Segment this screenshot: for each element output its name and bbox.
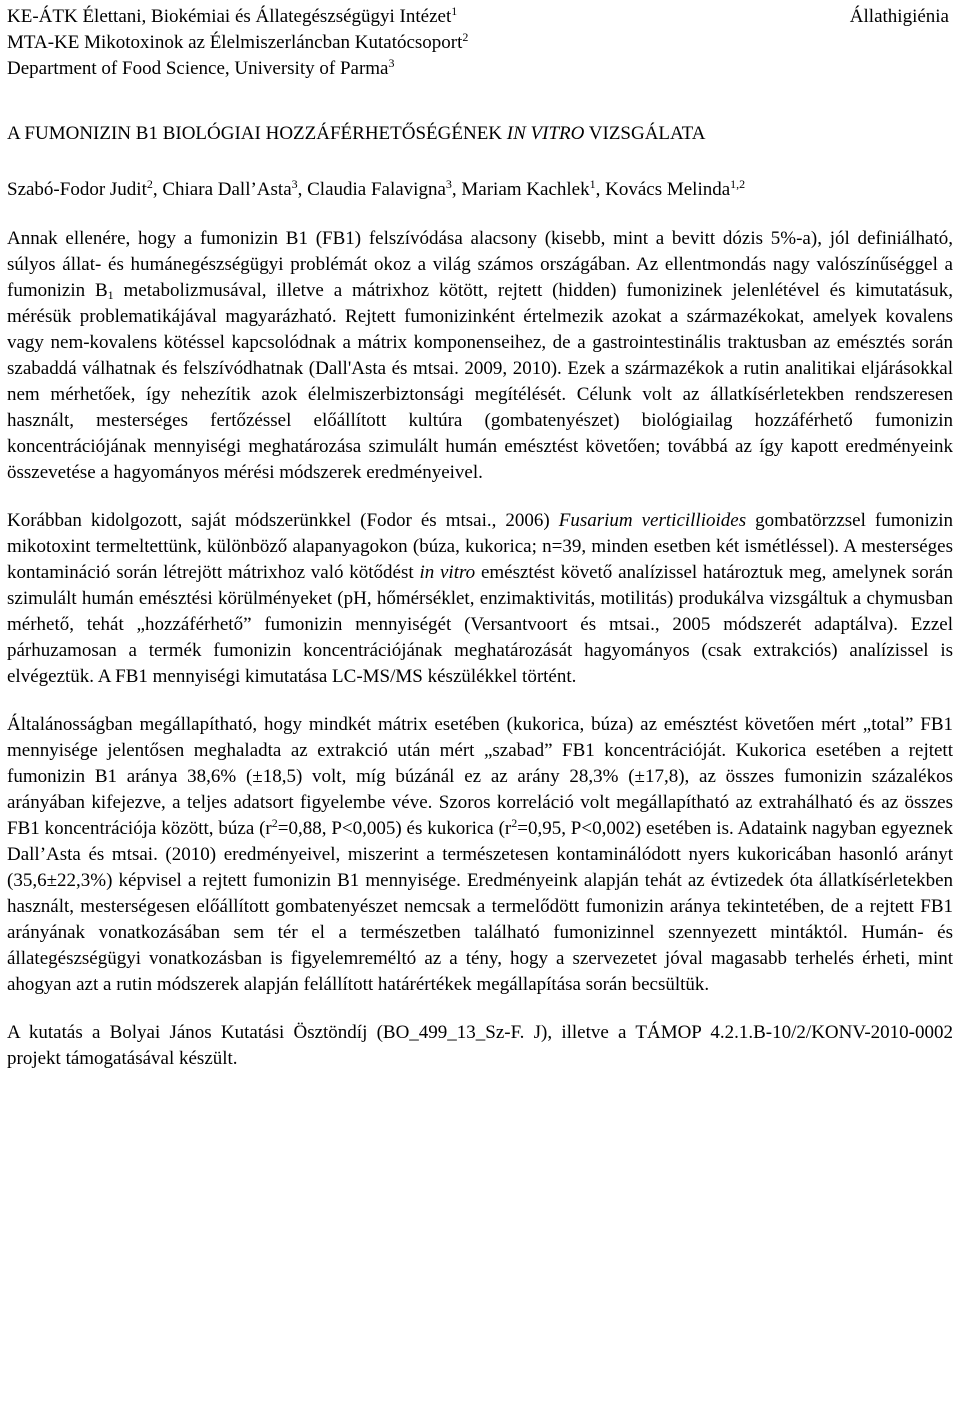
author-name: Chiara Dall’Asta (162, 179, 292, 200)
affiliation-2: MTA-KE Mikotoxinok az Élelmiszerláncban Kutatócsoport$^2$ (7, 30, 469, 53)
author-name: Szabó-Fodor Judit (7, 179, 147, 200)
author-name: Kovács Melinda (605, 179, 731, 200)
section-label: Állathigiénia (849, 6, 949, 27)
affiliation-1: KE-ÁTK Élettani, Biokémiai és Állategészségügyi Intézet$^1$ (7, 4, 458, 27)
paragraph-methods: Korábban kidolgozott, saját módszerünkkel (Fodor és mtsai., 2006) Fusarium verticillioides gombatörzzsel fumonizin mikotoxint termeltettünk, különböző alapanyagokon (búza, kukorica; n=39, minden esetben két ismétléssel). A mesterséges kontamináció során létrejött mátrixhoz való kötődést in vitro emésztést követő analízissel határoztuk meg, amelynek során szimulált humán emésztési körülményeket (pH, hőmérséklet, enzimaktivitás, motilitás) produkálva vizsgáltuk a chymusban mérhető, tehát „hozzáférhető” fumonizin mennyiségét (Versantvoort és mtsai., 2005 módszerét adaptálva). Ezzel párhuzamosan a termék fumonizin koncentrációjának meghatározását hagyományos (csak extrakciós) analízissel is elvégeztük. A FB1 mennyiségi kimutatása LC-MS/MS készülékkel történt. (7, 510, 953, 687)
paragraph-introduction: Annak ellenére, hogy a fumonizin B1 (FB1) felszívódása alacsony (kisebb, mint a bevitt dózis 5%-a), jól definiálható, súlyos állat- és humánegészségügyi problémát okoz a világ számos országában. Az ellentmondás nagy valószínűséggel a fumonizin $B_1$ metabolizmusával, illetve a mátrixhoz kötött, rejtett (hidden) fumonizinek jelenlétével és kimutatásuk, mérésük problematikájával magyarázható. Rejtett fumonizinként értelmezik azokat a származékokat, amelyek kovalens vagy nem-kovalens kötéssel kapcsolódnak a mátrix komponenseihez, de a gastrointestinális traktusban az emésztés során szabaddá válhatnak és felszívódhatnak (Dall'Asta és mtsai. 2009, 2010). Ezek a származékok a rutin analitikai eljárásokkal nem mérhetőek, így nehezítik azok élelmiszerbiztonsági megítélését. Célunk volt az állatkísérletekben rendszeresen használt, mesterséges fertőzéssel előállított kultúra (gombatenyészet) biológiailag hozzáférhető fumonizin koncentrációjának mennyiségi meghatározása szimulált humán emésztést követően; továbbá az így kapott eredményeink összevetése a hagyományos mérési módszerek eredményeivel. (7, 228, 953, 483)
author-name: Claudia Falavigna (307, 179, 446, 200)
article-title: A FUMONIZIN B1 BIOLÓGIAI HOZZÁFÉRHETŐSÉGÉNEK IN VITRO VIZSGÁLATA (7, 123, 706, 144)
author-list: Szabó-Fodor Judit$^2$, Chiara Dall’Asta$^3$, Claudia Falavigna$^3$, Mariam Kachlek$^1$, Kovács Melinda$^{1,2}$ (7, 177, 746, 200)
header (7, 4, 953, 88)
paragraph-results: Általánosságban megállapítható, hogy mindkét mátrix esetében (kukorica, búza) az emésztést követően mért „total” FB1 mennyisége jelentősen meghaladta az extrakció után mért „szabad” FB1 koncentrációját. Kukorica esetében a rejtett fumonizin B1 aránya 38,6% (±18,5) volt, míg búzánál ez az arány 28,3% (±17,8), az összes fumonizin százalékos arányában kifejezve, a teljes adatsort figyelembe véve. Szoros korreláció volt megállapítható az extrahálható és az összes FB1 koncentrációja között, búza ($r^2=0,88$, P<0,005) és kukorica ($r^2=0,95$, P<0,002) esetében is. Adataink nagyban egyeznek Dall’Asta és mtsai. (2010) eredményeivel, miszerint a természetesen kontaminálódott nyers kukoricában hasonló arányt (35,6±22,3%) képvisel a rejtett fumonizin B1 mennyisége. Eredményeink alapján tehát az évtizedek óta állatkísérletekben használt, mesterségesen előállított gombatenyészet nemcsak a termelődött fumonizin aránya tekintetében, de a rejtett FB1 arányának vonatkozásában sem tér el a természetben található fumonizinnel szennyezett mintáktól. Humán- és állategészségügyi vonatkozásban is figyelemreméltó az a tény, hogy a szervezetet jóval magasabb terhelés érheti, mint ahogyan azt a rutin módszerek alapján felállított határértékek megállapítása során becsültük. (7, 714, 953, 995)
paragraph-acknowledgement: A kutatás a Bolyai János Kutatási Ösztöndíj (BO_499_13_Sz-F. J), illetve a TÁMOP 4.2.1.B-10/2/KONV-2010-0002 projekt támogatásával készült. (7, 1022, 953, 1069)
author-name: Mariam Kachlek (461, 179, 590, 200)
affiliation-3: Department of Food Science, University of Parma$^3$ (7, 56, 395, 79)
